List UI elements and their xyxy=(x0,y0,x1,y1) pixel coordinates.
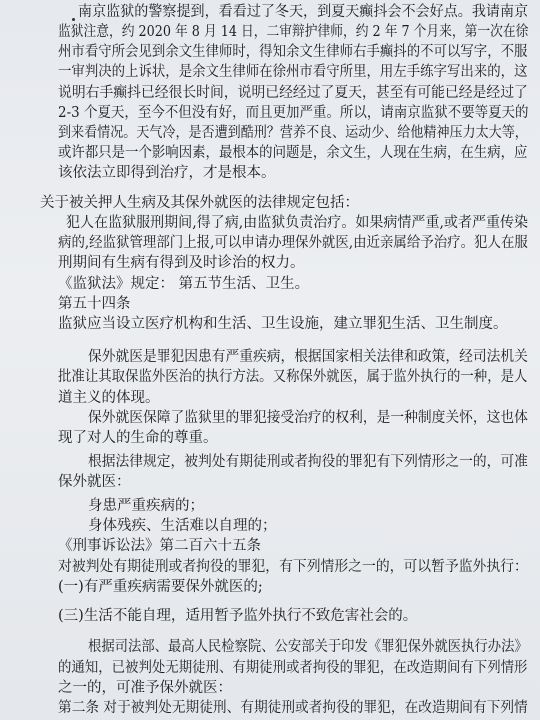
text-line: 犯人在监狱服刑期间,得了病,由监狱负责治疗。如果病情严重,或者严重传染 xyxy=(66,215,529,231)
text-line: 监狱注意，约 2020 年 8 月 14 日，二审辩护律师，约 2 年 7 个月来，第一次在徐 xyxy=(58,24,529,40)
article-number: 第五十四条 xyxy=(58,296,131,312)
text-line: 到来看情况。天气冷，是否遭到酷刑？营养不良、运动少、给他精神压力太大等， xyxy=(58,125,528,141)
text-line: 保外就医： xyxy=(58,474,131,490)
list-item: 身患严重疾病的； xyxy=(88,498,204,514)
text-line: 或许都只是一个影响因素，最根本的问题是，余文生，人现在生病，在生病，应 xyxy=(58,145,528,161)
section-heading: 关于被关押人生病及其保外就医的法律规定包括： xyxy=(40,195,359,211)
text-line: 现了对人的生命的尊重。 xyxy=(58,430,218,446)
text-line: 保外就医保障了监狱里的罪犯接受治疗的权利，是一种制度关怀，这也体 xyxy=(88,410,528,426)
text-line: 道主义的体现。 xyxy=(58,390,160,406)
law-title: 《刑事诉讼法》第二百六十五条 xyxy=(58,538,261,554)
text-line: 说明右手癫抖已经很长时间，说明已经经过了夏天，甚至有可能已经是经过了 xyxy=(58,85,528,101)
text-line: 根据司法部、最高人民检察院、公安部关于印发《罪犯保外就医执行办法》 xyxy=(88,639,528,655)
text-line: 刑期间有生病有得到及时诊治的权力。 xyxy=(58,255,305,271)
text-line: 的通知，已被判处无期徒刑、有期徒刑或者拘役的罪犯，在改造期间有下列情形 xyxy=(58,660,528,676)
list-item: 身体残疾、生活难以自理的； xyxy=(88,518,277,534)
text-line: 批准让其取保监外医治的执行方法。又称保外就医，属于监外执行的一种，是人 xyxy=(58,369,528,385)
text-line: 根据法律规定，被判处有期徒刑或者拘役的罪犯有下列情形之一的，可准 xyxy=(88,454,528,470)
text-line: 之一的，可准予保外就医： xyxy=(58,680,232,696)
text-line: 保外就医是罪犯因患有严重疾病，根据国家相关法律和政策，经司法机关 xyxy=(88,349,528,365)
list-item: (三)生活不能自理，适用暂予监外执行不致危害社会的。 xyxy=(58,608,418,624)
text-line: 一审判决的上诉状，是余文生律师在徐州市看守所里，用左手练字写出来的，这 xyxy=(58,64,528,80)
text-line: 病的,经监狱管理部门上报,可以申请办理保外就医,由近亲属给予治疗。犯人在服 xyxy=(58,235,528,251)
text-line: 该依法立即得到治疗，才是根本。 xyxy=(58,165,276,181)
text-line: 对被判处有期徒刑或者拘役的罪犯，有下列情形之一的，可以暂予监外执行： xyxy=(58,559,528,575)
text-line: 监狱应当设立医疗机构和生活、卫生设施，建立罪犯生活、卫生制度。 xyxy=(58,316,508,332)
text-line: 南京监狱的警察提到，看看过了冬天，到夏天癫抖会不会好点。我请南京 xyxy=(78,4,529,20)
text-line: 第二条 对于被判处无期徒刑、有期徒刑或者拘役的罪犯，在改造期间有下列情 xyxy=(58,700,528,716)
bullet-dot xyxy=(72,18,75,21)
text-line: 《监狱法》规定： 第五节生活、卫生。 xyxy=(58,276,310,292)
text-line: 2-3 个夏天，至今不但没有好，而且更加严重。所以，请南京监狱不要等夏天的 xyxy=(58,105,529,121)
list-item: (一)有严重疾病需要保外就医的; xyxy=(58,579,263,595)
text-line: 州市看守所会见到余文生律师时，得知余文生律师右手癫抖的不可以写字，不服 xyxy=(58,44,528,60)
